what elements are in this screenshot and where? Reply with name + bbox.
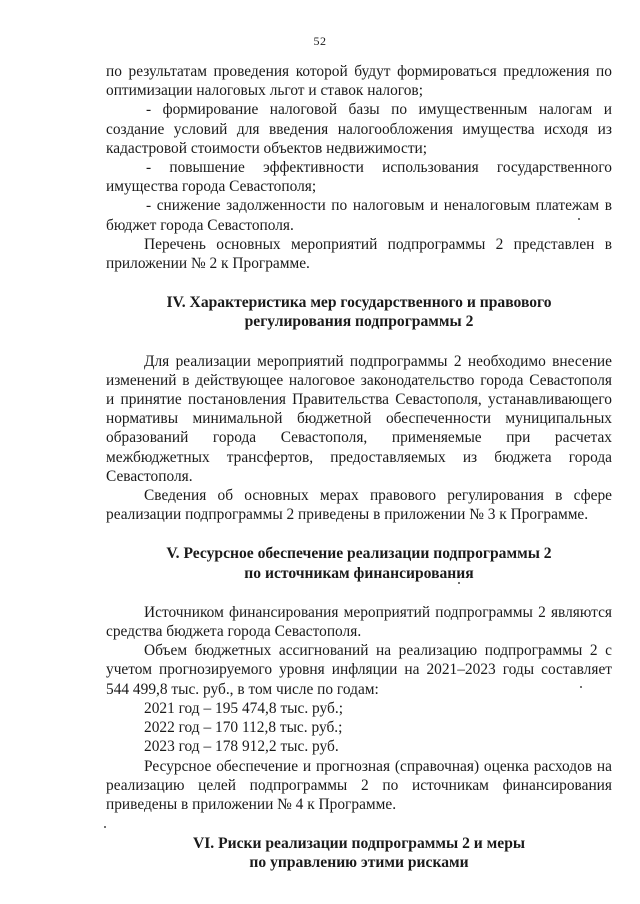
heading-line: VI. Риски реализации подпрограммы 2 и меры bbox=[192, 835, 526, 853]
heading-line: по источникам финансирования bbox=[244, 564, 474, 582]
heading-line: IV. Характеристика мер государственного и правового bbox=[166, 294, 552, 312]
document-body bbox=[106, 62, 612, 873]
paragraph: по результатам проведения которой будут формироваться предложения по оптимизации налоговых льгот и ставок налогов; bbox=[106, 63, 612, 100]
bullet-item: - формирование налоговой базы по имущественным налогам и создание условий для введения налогообложения имущества исходя из кадастровой стоимости объектов недвижимости; bbox=[106, 101, 612, 157]
section-heading bbox=[106, 834, 612, 872]
section-heading bbox=[106, 293, 612, 331]
paragraph: Перечень основных мероприятий подпрограммы 2 представлен в приложении № 2 к Программе. bbox=[106, 235, 612, 273]
heading-line: по управлению этими рисками bbox=[249, 854, 469, 872]
page-number: 52 bbox=[313, 34, 327, 48]
bullet-item: - повышение эффективности использования государственного имущества города Севастополя; bbox=[106, 159, 612, 196]
heading-line: V. Ресурсное обеспечение реализации подпрограммы 2 bbox=[166, 545, 552, 563]
section-heading bbox=[106, 544, 612, 582]
scan-speck bbox=[578, 218, 580, 220]
scan-speck bbox=[458, 582, 460, 584]
scan-speck bbox=[580, 686, 582, 688]
bullet-item: - снижение задолженности по налоговым и неналоговым платежам в бюджет города Севастополя. bbox=[106, 197, 612, 234]
paragraph: Объем бюджетных ассигнований на реализацию подпрограммы 2 с учетом прогнозируемого уровня инфляции на 2021–2023 годы составляет 544 499,8 тыс. руб., в том числе по годам: bbox=[106, 642, 612, 698]
year-amount: 2023 год – 178 912,2 тыс. руб. bbox=[144, 738, 339, 756]
paragraph: Сведения об основных мерах правового регулирования в сфере реализации подпрограммы 2 приведены в приложении № 3 к Программе. bbox=[106, 487, 612, 524]
scan-speck bbox=[104, 826, 106, 828]
paragraph: Источником финансирования мероприятий подпрограммы 2 являются средства бюджета города Севастополя. bbox=[106, 603, 612, 641]
heading-line: регулирования подпрограммы 2 bbox=[244, 313, 474, 331]
paragraph: Ресурсное обеспечение и прогнозная (справочная) оценка расходов на реализацию целей подпрограммы 2 по источникам финансирования приведены в приложении № 4 к Программе. bbox=[106, 757, 612, 813]
year-amount: 2022 год – 170 112,8 тыс. руб.; bbox=[144, 719, 343, 737]
paragraph: Для реализации мероприятий подпрограммы 2 необходимо внесение изменений в действующее налоговое законодательство города Севастополя и принятие постановления Правительства Севастополя, устанавливающего нормативы минимальной бюджетной обеспеченности муниципальных образований города Севастополя, применяемые при расчетах межбюджетных трансфертов, предоставляемых из бюджета города Севастополя. bbox=[106, 352, 612, 485]
year-amount: 2021 год – 195 474,8 тыс. руб.; bbox=[144, 699, 343, 717]
